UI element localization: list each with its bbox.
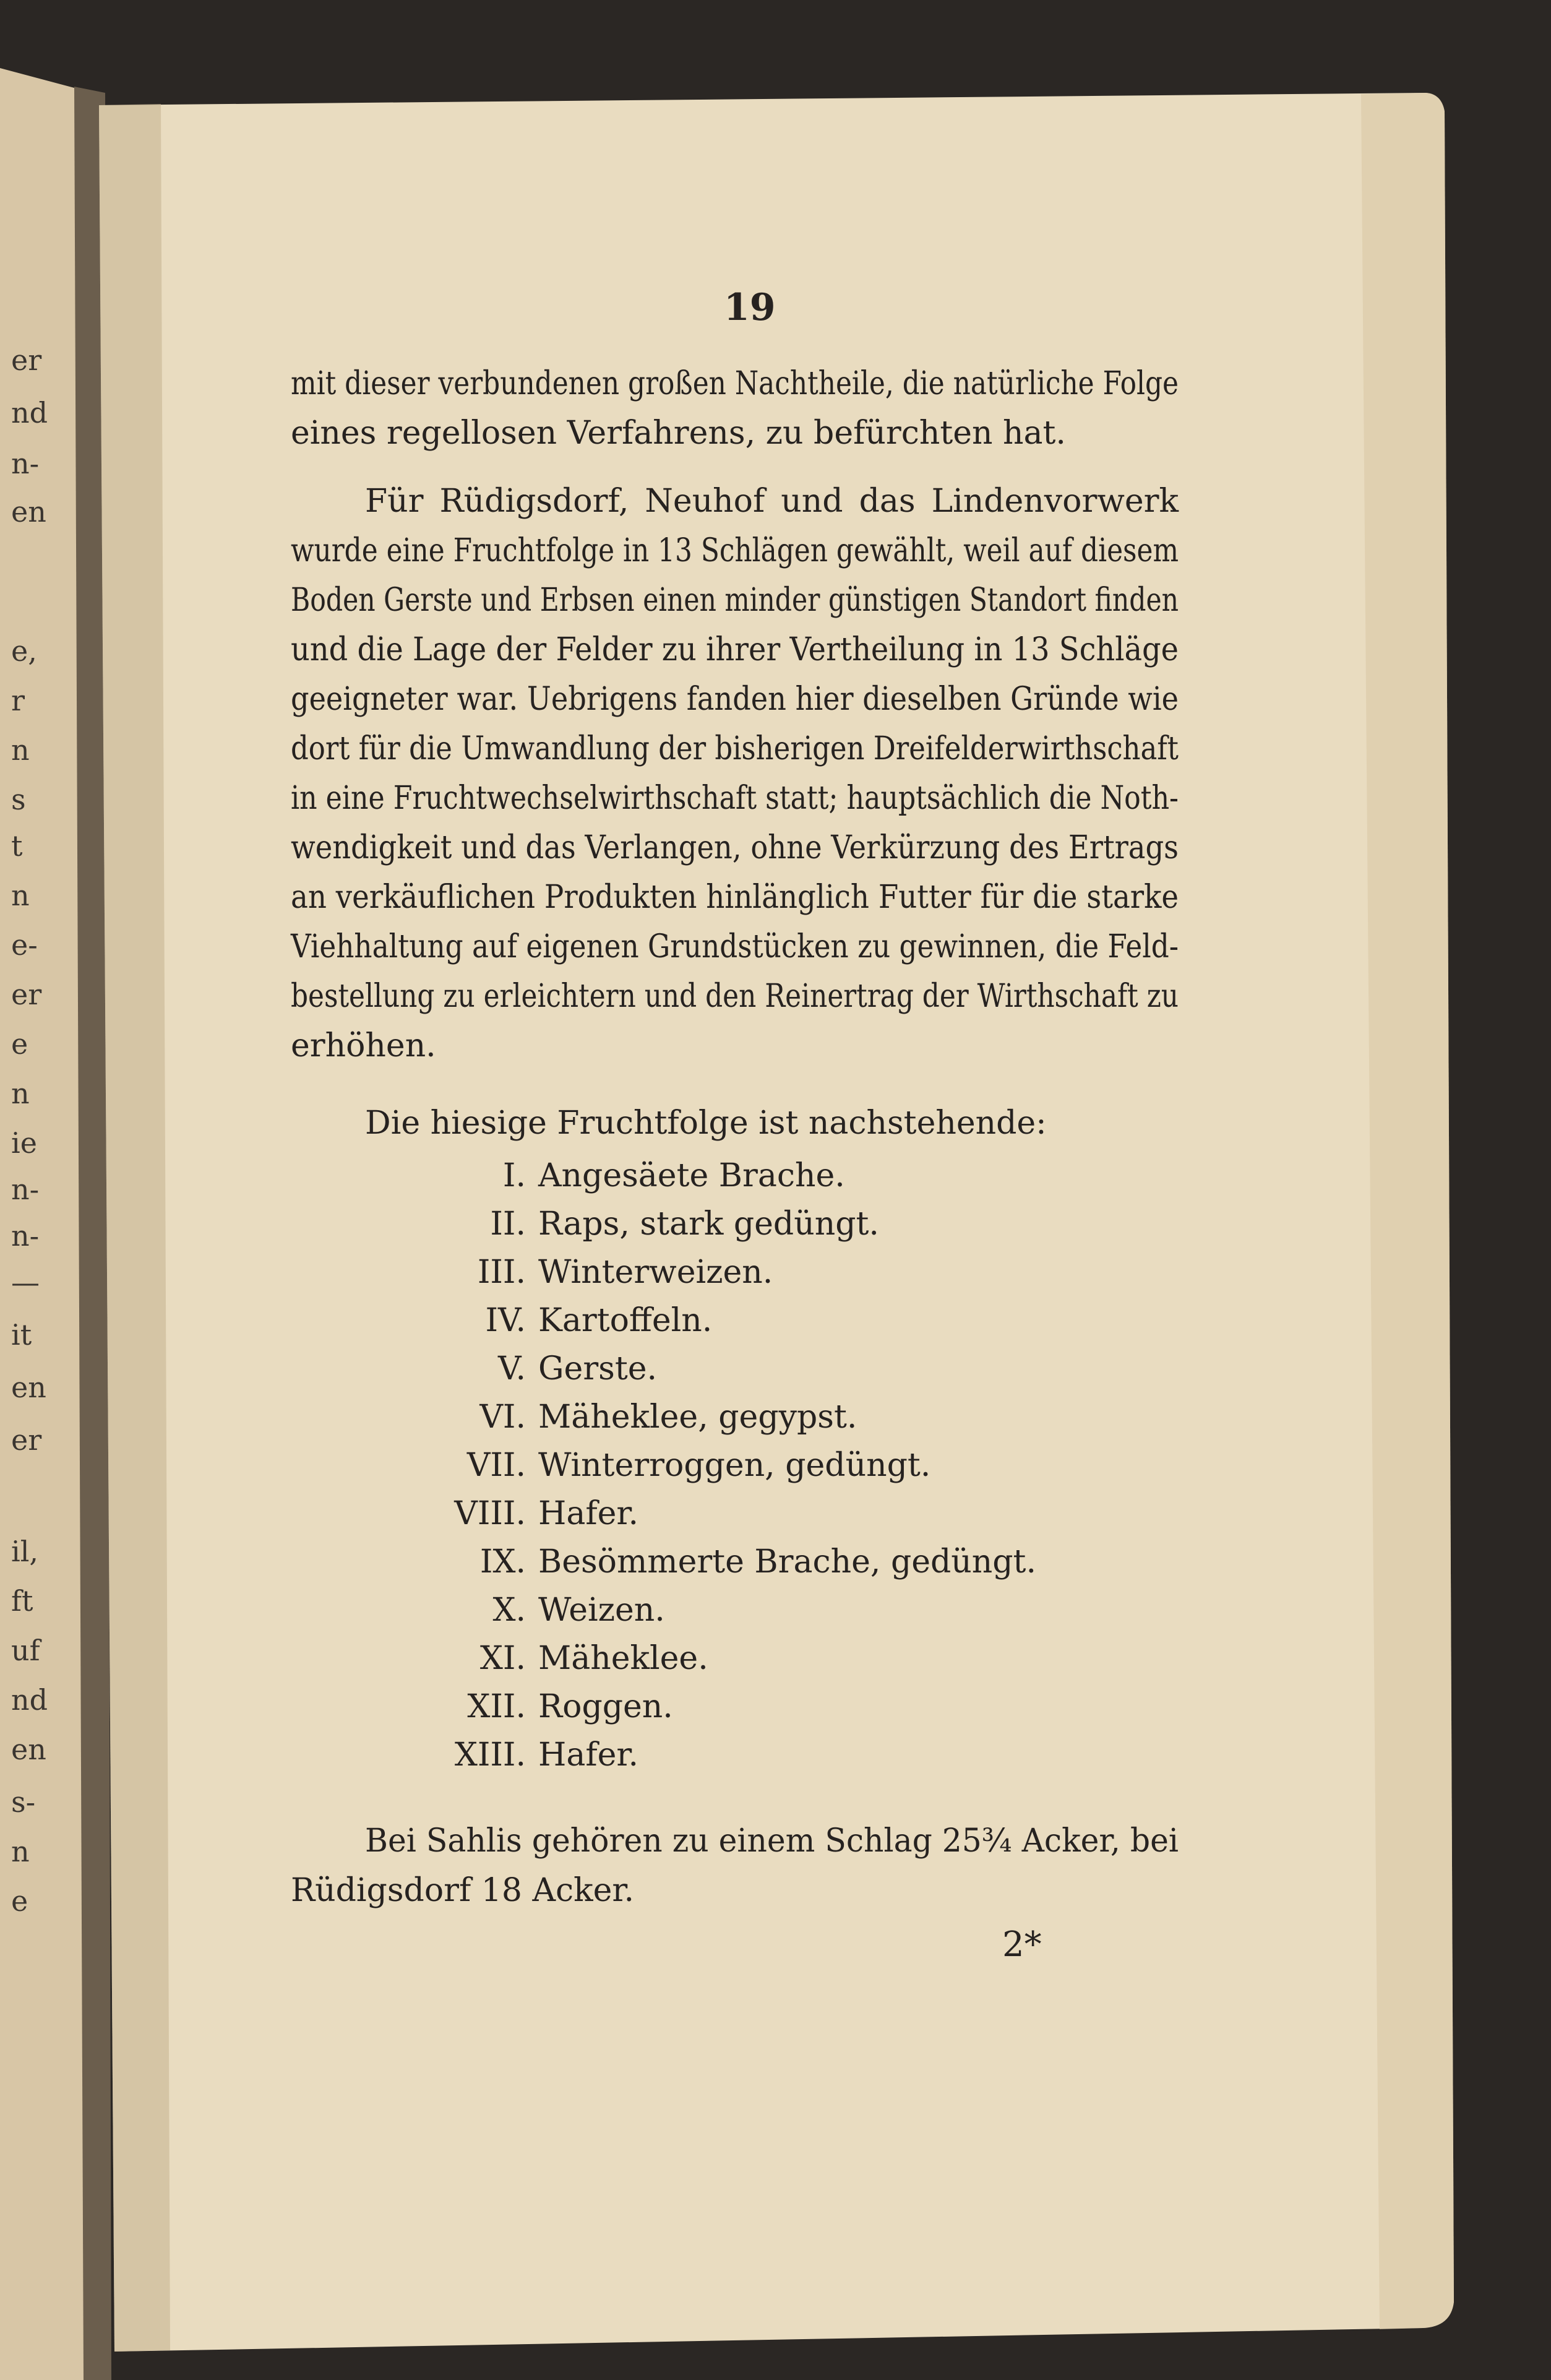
text-line: Boden Gerste und Erbsen einen minder günstigen Standort finden (291, 582, 1179, 619)
rotation-crop: Gerste. (538, 1350, 658, 1387)
text-line: erhöhen. (291, 1027, 436, 1064)
fragment: en (11, 495, 46, 528)
fragment: il, (11, 1535, 39, 1568)
signature-mark: 2* (1002, 1925, 1042, 1965)
rotation-number: IV. (485, 1302, 526, 1339)
rotation-crop: Winterweizen. (538, 1254, 773, 1291)
rotation-number: VIII. (454, 1495, 526, 1532)
rotation-crop: Roggen. (538, 1688, 673, 1725)
fragment: uf (11, 1634, 40, 1667)
rotation-number: V. (498, 1350, 526, 1387)
fragment: it (11, 1318, 32, 1352)
fragment: er (11, 1423, 42, 1457)
text-line: bestellung zu erleichtern und den Reinertrag der Wirthschaft zu (291, 978, 1179, 1015)
fragment: nd (11, 396, 48, 429)
text-line: wendigkeit und das Verlangen, ohne Verkürzung des Ertrags (291, 829, 1179, 866)
text-line: wurde eine Fruchtfolge in 13 Schlägen gewählt, weil auf diesem (291, 532, 1179, 569)
text-line: dort für die Umwandlung der bisherigen Dreifelderwirthschaft (291, 730, 1179, 767)
fragment: e (11, 1027, 28, 1061)
rotation-number: XI. (479, 1640, 526, 1677)
fragment: e, (11, 634, 37, 668)
fragment: ie (11, 1126, 37, 1160)
fragment: en (11, 1371, 46, 1404)
rotation-number: XII. (467, 1688, 526, 1725)
fragment: — (11, 1265, 40, 1299)
fragment: n (11, 1077, 30, 1110)
fragment: n- (11, 1219, 40, 1253)
fragment: r (11, 684, 25, 717)
rotation-crop: Hafer. (538, 1736, 639, 1774)
rotation-crop: Mäheklee. (538, 1640, 708, 1677)
fragment: t (11, 829, 23, 863)
rotation-crop: Mäheklee, gegypst. (538, 1399, 857, 1436)
fragment: s- (11, 1785, 36, 1819)
fragment: er (11, 343, 42, 377)
fragment: er (11, 978, 42, 1011)
rotation-crop: Raps, stark gedüngt. (538, 1205, 879, 1243)
text-line: Viehhaltung auf eigenen Grundstücken zu gewinnen, die Feld- (291, 928, 1179, 965)
rotation-number: X. (492, 1592, 526, 1629)
text-line: und die Lage der Felder zu ihrer Vertheilung in 13 Schläge (291, 631, 1179, 668)
fragment: n (11, 733, 30, 767)
text-line: an verkäuflichen Produkten hinlänglich Futter für die starke (291, 879, 1179, 916)
fragment: n (11, 879, 30, 912)
fragment: e (11, 1884, 28, 1918)
rotation-number: XIII. (454, 1736, 526, 1774)
fragment: n- (11, 1173, 40, 1206)
text-line: Bei Sahlis gehören zu einem Schlag 25¾ Acker, bei (365, 1822, 1179, 1860)
fragment: s (11, 783, 26, 816)
rotation-crop: Winterroggen, gedüngt. (538, 1447, 931, 1484)
rotation-number: VII. (466, 1447, 526, 1484)
text-line: eines regellosen Verfahrens, zu befürchten hat. (291, 415, 1066, 452)
text-line: Die hiesige Fruchtfolge ist nachstehende: (365, 1105, 1047, 1142)
rotation-crop: Weizen. (538, 1592, 665, 1629)
rotation-number: III. (477, 1254, 526, 1291)
fragment: n (11, 1835, 30, 1868)
fragment: e- (11, 928, 38, 962)
fragment: en (11, 1733, 46, 1766)
text-line: geeigneter war. Uebrigens fanden hier dieselben Gründe wie (291, 681, 1179, 718)
page-number: 19 (724, 286, 776, 329)
rotation-number: II. (490, 1205, 526, 1243)
text-line: Rüdigsdorf 18 Acker. (291, 1872, 635, 1909)
rotation-crop: Angesäete Brache. (538, 1157, 845, 1194)
text-line: mit dieser verbundenen großen Nachtheile, die natürliche Folge (291, 365, 1179, 402)
text-line: Für Rüdigsdorf, Neuhof und das Lindenvorwerk (365, 483, 1179, 520)
rotation-crop: Hafer. (538, 1495, 639, 1532)
rotation-number: VI. (479, 1399, 526, 1436)
fragment: nd (11, 1683, 48, 1717)
fragment: n- (11, 447, 40, 480)
fragment: ft (11, 1584, 33, 1618)
rotation-number: I. (502, 1157, 526, 1194)
rotation-number: IX. (479, 1543, 526, 1580)
rotation-crop: Kartoffeln. (538, 1302, 713, 1339)
rotation-crop: Besömmerte Brache, gedüngt. (538, 1543, 1036, 1580)
text-line: in eine Fruchtwechselwirthschaft statt; hauptsächlich die Noth- (291, 780, 1179, 817)
